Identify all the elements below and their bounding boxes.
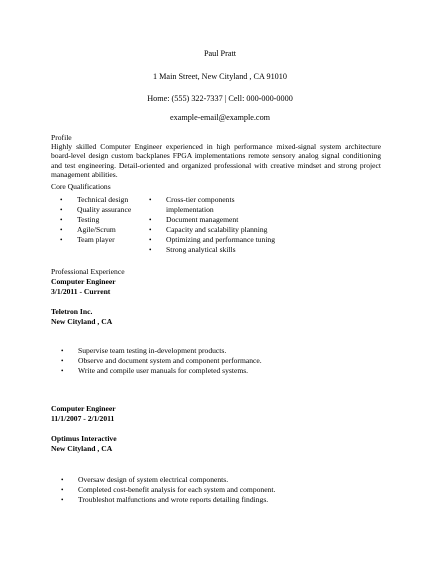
list-item: • Optimizing and performance tuning xyxy=(149,235,276,244)
list-item: • Quality assurance xyxy=(60,205,132,214)
list-item: • Capacity and scalability planning xyxy=(149,225,268,234)
bullet-icon: • xyxy=(61,476,64,484)
job-duties-list xyxy=(61,346,378,376)
job-title: Computer Engineer xyxy=(51,404,116,413)
profile-text: Highly skilled Computer Engineer experienced in high performance mixed-signal system architecture board-level design custom backplanes FPGA implementations remote sensory analog signal conditioning and test engineering. Detail-oriented and organized professional with creative mindset and strong project management abilities. xyxy=(51,142,381,180)
bullet-icon: • xyxy=(61,347,64,355)
bullet-icon: • xyxy=(60,236,63,244)
list-item: • Strong analytical skills xyxy=(149,245,236,254)
job-dates: 11/1/2007 - 2/1/2011 xyxy=(51,414,115,423)
list-item: • Agile/Scrum xyxy=(60,225,116,234)
bullet-icon: • xyxy=(149,236,152,244)
bullet-icon: • xyxy=(149,196,152,204)
bullet-icon: • xyxy=(61,357,64,365)
list-item: • Write and compile user manuals for completed systems. xyxy=(61,366,249,375)
resume-phone: Home: (555) 322-7337 | Cell: 000-000-0000 xyxy=(147,94,293,103)
resume-address: 1 Main Street, New Cityland , CA 91010 xyxy=(153,72,287,81)
list-item: • Troubleshot malfunctions and wrote reports detailing findings. xyxy=(61,495,269,504)
list-item: • Oversaw design of system electrical components. xyxy=(61,475,229,484)
bullet-icon: • xyxy=(60,206,63,214)
bullet-icon: • xyxy=(149,216,152,224)
bullet-icon: • xyxy=(60,226,63,234)
list-item: • Team player xyxy=(60,235,115,244)
qualifications-left-list xyxy=(60,195,147,245)
experience-heading: Professional Experience xyxy=(51,267,125,276)
qualifications-right-list xyxy=(149,195,316,255)
resume-email: example-email@example.com xyxy=(169,113,271,122)
resume-name: Paul Pratt xyxy=(203,49,237,58)
list-item: • Observe and document system and component performance. xyxy=(61,356,262,365)
list-item: • Cross-tier components implementation xyxy=(149,195,235,214)
job-title: Computer Engineer xyxy=(51,277,116,286)
list-item: • Document management xyxy=(149,215,239,224)
bullet-icon: • xyxy=(149,246,152,254)
bullet-icon: • xyxy=(61,367,64,375)
job-dates: 3/1/2011 - Current xyxy=(51,287,111,296)
list-item: • Technical design xyxy=(60,195,129,204)
job-location: New Cityland , CA xyxy=(51,444,113,453)
list-item: • Testing xyxy=(60,215,100,224)
job-company: Teletron Inc. xyxy=(51,307,93,316)
bullet-icon: • xyxy=(61,486,64,494)
profile-heading: Profile xyxy=(51,133,72,142)
job-location: New Cityland , CA xyxy=(51,317,113,326)
qualifications-heading: Core Qualifications xyxy=(51,182,111,191)
bullet-icon: • xyxy=(60,196,63,204)
job-duties-list xyxy=(61,475,378,505)
bullet-icon: • xyxy=(60,216,63,224)
bullet-icon: • xyxy=(149,226,152,234)
job-company: Optimus Interactive xyxy=(51,434,117,443)
list-item: • Supervise team testing in-development products. xyxy=(61,346,227,355)
bullet-icon: • xyxy=(61,496,64,504)
list-item: • Completed cost-benefit analysis for each system and component. xyxy=(61,485,276,494)
